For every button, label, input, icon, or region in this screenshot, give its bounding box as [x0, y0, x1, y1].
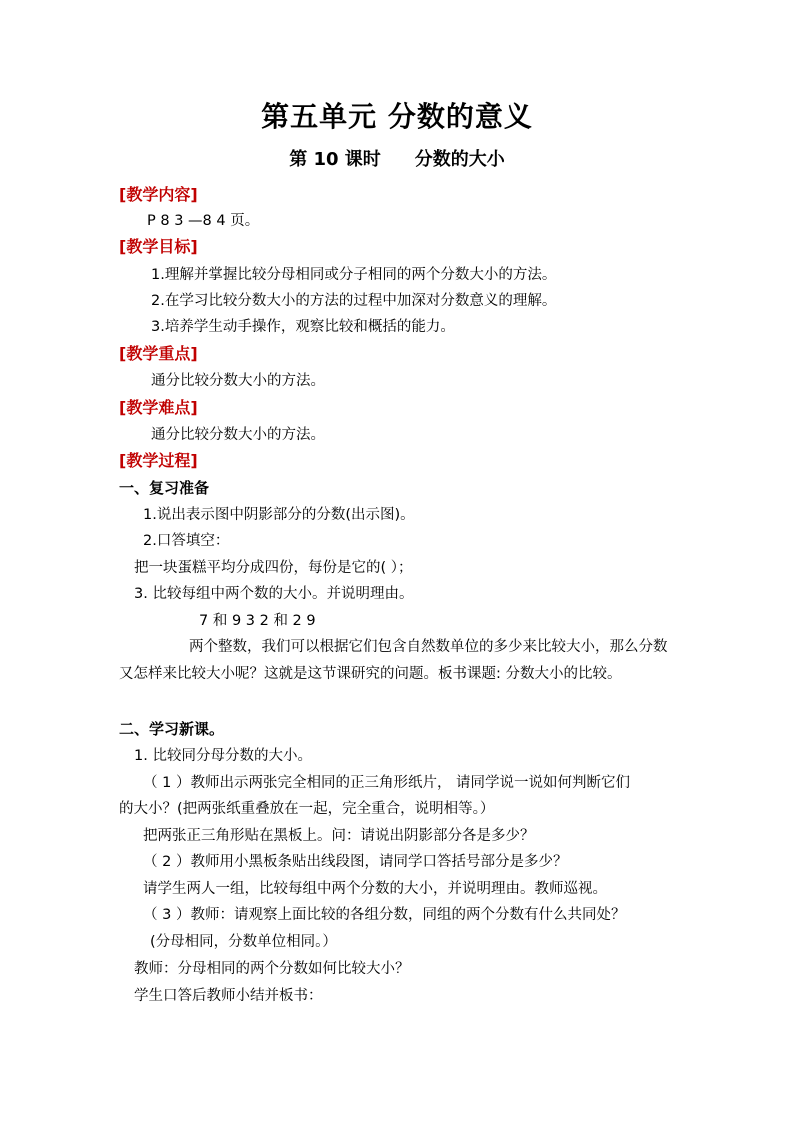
- review-paragraph: 两个整数，我们可以根据它们包含自然数单位的多少来比较大小，那么分数又怎样来比较大小呢？这就是这节课研究的问题。板书课题: 分数大小的比较。: [119, 639, 668, 682]
- goal-item: 3.培养学生动手操作，观察比较和概括的能力。: [151, 319, 455, 335]
- lesson-line: 把两张正三角形贴在黑板上。问：请说出阴影部分各是多少？: [143, 828, 535, 844]
- section-new-lesson: 二、学习新课。: [119, 720, 225, 738]
- heading-difficulty: [教学难点]: [119, 398, 198, 417]
- lesson-line: 教师：分母相同的两个分数如何比较大小？: [134, 961, 410, 977]
- lesson-line: 的大小？(把两张纸重叠放在一起，完全重合，说明相等。）: [119, 801, 495, 817]
- review-item: 把一块蛋糕平均分成四份，每份是它的( ）；: [134, 560, 413, 576]
- heading-teaching-goals: [教学目标]: [119, 237, 198, 256]
- section-review: 一、复习准备: [119, 479, 210, 497]
- lesson-line: 学生口答后教师小结并板书：: [134, 988, 323, 1004]
- difficulty-text: 通分比较分数大小的方法。: [151, 427, 325, 443]
- heading-key-point: [教学重点]: [119, 344, 198, 363]
- lesson-subtitle: [0, 146, 794, 174]
- heading-teaching-process: [教学过程]: [119, 451, 198, 470]
- review-numbers: 7 和 9 3 2 和 2 9: [199, 613, 316, 629]
- lesson-line: 请学生两人一组，比较每组中两个分数的大小，并说明理由。教师巡视。: [143, 881, 607, 897]
- goal-item: 2.在学习比较分数大小的方法的过程中加深对分数意义的理解。: [151, 293, 557, 309]
- lesson-line: 1. 比较同分母分数的大小。: [134, 748, 312, 764]
- lesson-line: （ 2 ）教师用小黑板条贴出线段图，请同学口答括号部分是多少？: [143, 854, 568, 870]
- lesson-number: 第 10 课时: [289, 149, 381, 170]
- goal-item: 1.理解并掌握比较分母相同或分子相同的两个分数大小的方法。: [151, 267, 557, 283]
- key-point-text: 通分比较分数大小的方法。: [151, 373, 325, 389]
- lesson-line: （ 1 ）教师出示两张完全相同的正三角形纸片， 请同学说一说如何判断它们: [143, 775, 631, 791]
- heading-teaching-content: [教学内容]: [119, 185, 198, 204]
- lesson-name: 分数的大小: [414, 149, 505, 170]
- review-item: 3. 比较每组中两个数的大小。并说明理由。: [134, 586, 414, 602]
- page-title: 第五单元 分数的意义: [261, 100, 533, 133]
- review-item: 2.口答填空：: [143, 533, 230, 549]
- lesson-line: (分母相同，分数单位相同。）: [150, 934, 337, 950]
- lesson-line: （ 3 ）教师：请观察上面比较的各组分数，同组的两个分数有什么共同处？: [143, 907, 626, 923]
- review-item: 1.说出表示图中阴影部分的分数(出示图)。: [143, 507, 415, 523]
- content-pages: P 8 3 —8 4 页。: [147, 213, 260, 229]
